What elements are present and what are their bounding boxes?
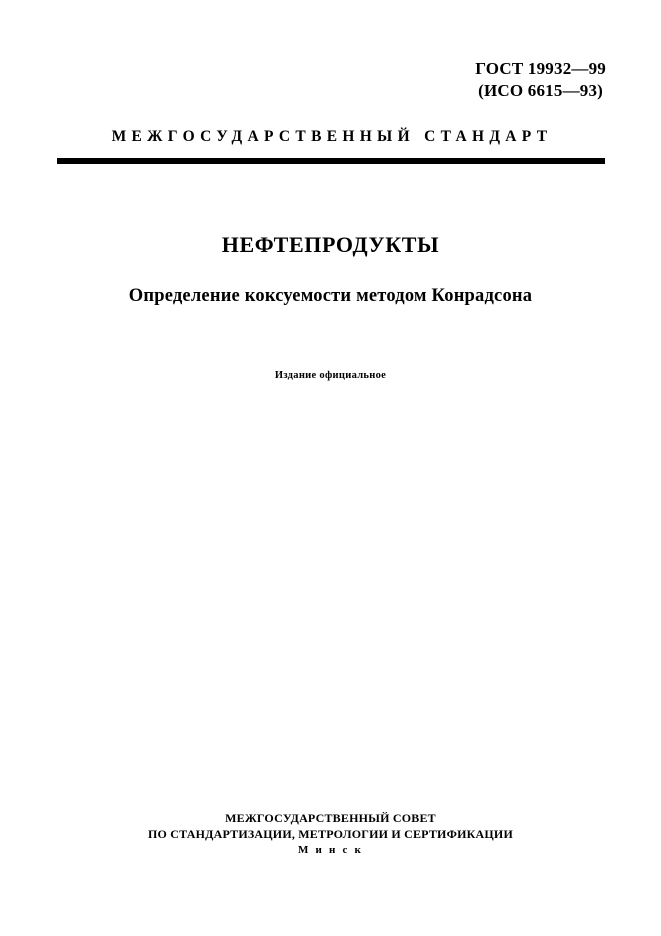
standard-number: ГОСТ 19932—99 [475,59,606,78]
official-edition-note: Издание официальное [274,370,387,381]
page-subtitle: Определение коксуемости методом Конрадсона [128,286,533,306]
interstate-standard-heading: МЕЖГОСУДАРСТВЕННЫЙ СТАНДАРТ [111,128,553,145]
header-divider-rule [57,158,605,164]
publisher-line-2: ПО СТАНДАРТИЗАЦИИ, МЕТРОЛОГИИ И СЕРТИФИКАЦИИ [147,826,513,841]
standard-iso-equivalent: (ИСО 6615—93) [478,81,604,101]
publisher-line-1: МЕЖГОСУДАРСТВЕННЫЙ СОВЕТ [225,810,436,825]
publisher-city: М и н с к [297,844,364,857]
publisher-block [0,810,661,858]
standard-designation [475,58,606,103]
page-title: НЕФТЕПРОДУКТЫ [221,232,440,257]
